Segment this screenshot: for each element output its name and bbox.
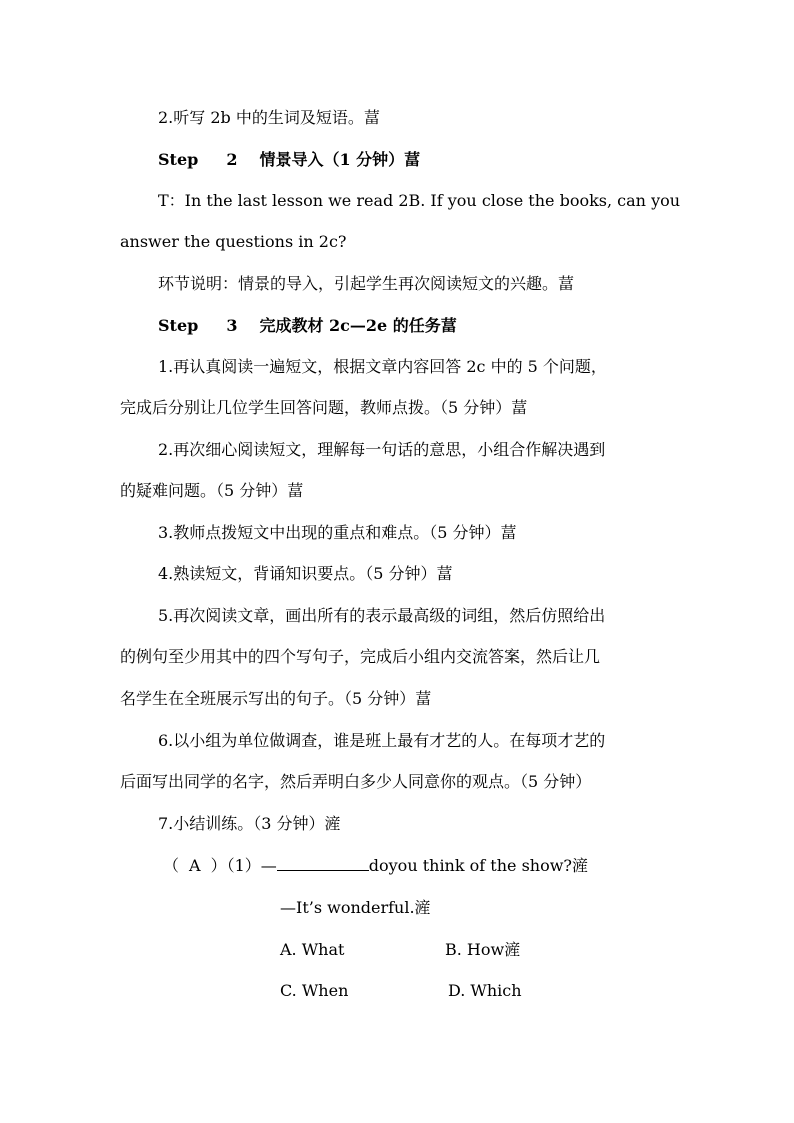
task-5-line-2: 的例句至少用其中的四个写句子，完成后小组内交流答案，然后让几 (120, 647, 601, 666)
option-c: C. When (280, 981, 349, 1000)
task-3: 3.教师点拨短文中出现的重点和难点。（5 分钟）葍 (158, 523, 517, 542)
teacher-line-2: answer the questions in 2c? (120, 232, 347, 251)
task-4: 4.熟读短文，背诵知识要点。（5 分钟）葍 (158, 564, 453, 583)
answer-paren-open: （ (163, 856, 180, 875)
task-1-line-1: 1.再认真阅读一遍短文，根据文章内容回答 2c 中的 5 个问题， (158, 357, 607, 376)
option-d: D. Which (448, 981, 522, 1000)
answer-blank (277, 856, 369, 871)
item-dictation: 2.听写 2b 中的生词及短语。葍 (158, 108, 380, 127)
option-b: B. How滻 (445, 940, 521, 959)
task-6-line-1: 6.以小组为单位做调查，谁是班上最有才艺的人。在每项才艺的 (158, 731, 606, 750)
step-title: 情景导入（1 分钟）葍 (259, 150, 421, 169)
step-number: 3 (226, 316, 238, 335)
section-note: 环节说明：情景的导入，引起学生再次阅读短文的兴趣。葍 (158, 274, 575, 293)
task-2-line-2: 的疑难问题。（5 分钟）葍 (120, 481, 304, 500)
step-label: Step (158, 316, 199, 335)
question-1-reply: —It’s wonderful.滻 (280, 898, 431, 917)
step-title: 完成教材 2c—2e 的任务葍 (259, 316, 457, 335)
question-1-stem (163, 856, 588, 876)
step-3-heading (158, 316, 457, 336)
task-5-line-1: 5.再次阅读文章，画出所有的表示最高级的词组，然后仿照给出 (158, 606, 606, 625)
teacher-line-1: T：In the last lesson we read 2B. If you close the books, can you (158, 191, 681, 210)
step-2-heading (158, 150, 420, 170)
question-answer: A (189, 856, 201, 875)
question-number: ）（1）— (210, 856, 277, 875)
step-number: 2 (226, 150, 238, 169)
question-stem-text: doyou think of the show?滻 (368, 856, 588, 875)
task-6-line-2: 后面写出同学的名字，然后弄明白多少人同意你的观点。（5 分钟） (120, 772, 592, 791)
step-label: Step (158, 150, 199, 169)
task-1-line-2: 完成后分别让几位学生回答问题，教师点拨。（5 分钟）葍 (120, 398, 528, 417)
task-5-line-3: 名学生在全班展示写出的句子。（5 分钟）葍 (120, 689, 432, 708)
option-a: A. What (280, 940, 345, 959)
task-7: 7.小结训练。（3 分钟）滻 (158, 814, 341, 833)
task-2-line-1: 2.再次细心阅读短文，理解每一句话的意思，小组合作解决遇到 (158, 440, 606, 459)
